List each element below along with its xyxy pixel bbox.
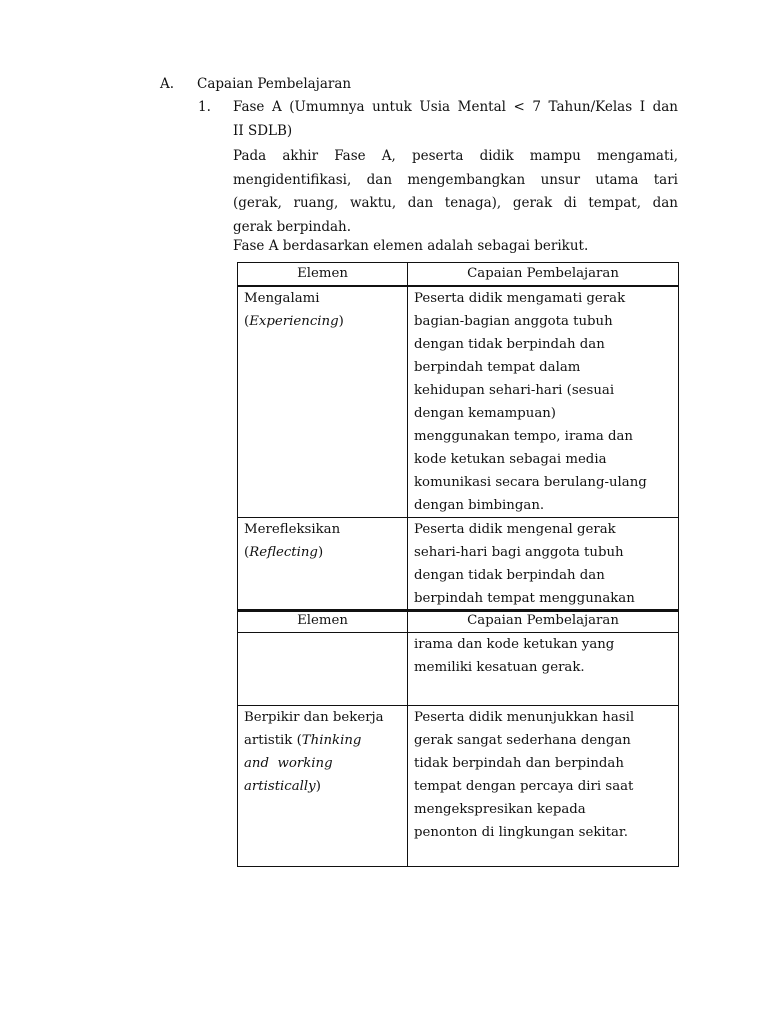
- capaian-line: kode ketukan sebagai media: [414, 452, 607, 467]
- table-header-row: [238, 610, 679, 633]
- table-header-row: [238, 263, 679, 287]
- header-capaian: Capaian Pembelajaran: [408, 610, 679, 633]
- paragraph-line: gerak berpindah.: [233, 218, 352, 235]
- capaian-line: gerak sangat sederhana dengan: [414, 733, 631, 748]
- capaian-line: sehari-hari bagi anggota tubuh: [414, 545, 624, 560]
- capaian-line: irama dan kode ketukan yang: [414, 637, 615, 652]
- capaian-line: menggunakan tempo, irama dan: [414, 429, 633, 444]
- paragraph-line: Pada akhir Fase A, peserta didik mampu mengamati,: [233, 148, 678, 164]
- capaian-line: Peserta didik mengenal gerak: [414, 522, 616, 537]
- elemen-name: Berpikir dan bekerja: [244, 710, 384, 725]
- capaian-line: penonton di lingkungan sekitar.: [414, 825, 629, 840]
- table-row: [238, 286, 679, 518]
- capaian-line: tidak berpindah dan berpindah: [414, 756, 624, 771]
- capaian-line: dengan tidak berpindah dan: [414, 337, 605, 352]
- capaian-line: dengan bimbingan.: [414, 498, 545, 513]
- capaian-line: dengan kemampuan): [414, 406, 557, 421]
- description-paragraph: [233, 145, 678, 239]
- elemen-english: artistically): [244, 779, 321, 794]
- capaian-line: kehidupan sehari-hari (sesuai: [414, 383, 615, 398]
- item-title-line1: Fase A (Umumnya untuk Usia Mental < 7 Tahun/Kelas I dan: [233, 99, 678, 115]
- intro-sentence: Fase A berdasarkan elemen adalah sebagai berikut.: [233, 238, 589, 254]
- elemen-english: artistik (Thinking: [244, 733, 362, 748]
- elemen-cell: [238, 518, 408, 612]
- capaian-line: memiliki kesatuan gerak.: [414, 660, 585, 675]
- capaian-line: berpindah tempat menggunakan: [414, 591, 635, 606]
- capaian-cell: [408, 633, 679, 706]
- achievement-table-2: [237, 609, 679, 867]
- capaian-line: mengekspresikan kepada: [414, 802, 586, 817]
- capaian-line: dengan tidak berpindah dan: [414, 568, 605, 583]
- table-row: [238, 706, 679, 867]
- capaian-line: berpindah tempat dalam: [414, 360, 581, 375]
- capaian-line: Peserta didik mengamati gerak: [414, 291, 626, 306]
- paragraph-line: mengidentifikasi, dan mengembangkan unsur utama tari: [233, 171, 678, 188]
- capaian-cell: [408, 706, 679, 867]
- achievement-table-1: [237, 262, 679, 612]
- elemen-cell: [238, 286, 408, 518]
- item-title-line2: II SDLB): [233, 123, 293, 139]
- section-title: Capaian Pembelajaran: [197, 76, 352, 92]
- elemen-english: (Experiencing): [244, 314, 344, 329]
- elemen-english: (Reflecting): [244, 545, 324, 560]
- elemen-cell: [238, 633, 408, 706]
- capaian-cell: [408, 286, 679, 518]
- elemen-cell: [238, 706, 408, 867]
- item-number: 1.: [198, 99, 211, 115]
- capaian-line: tempat dengan percaya diri saat: [414, 779, 634, 794]
- capaian-line: bagian-bagian anggota tubuh: [414, 314, 613, 329]
- header-elemen: Elemen: [238, 610, 408, 633]
- capaian-line: komunikasi secara berulang-ulang: [414, 475, 647, 490]
- elemen-name: Mengalami: [244, 291, 320, 306]
- elemen-name: Merefleksikan: [244, 522, 341, 537]
- header-elemen: Elemen: [238, 263, 408, 287]
- table-row: [238, 518, 679, 612]
- capaian-line: Peserta didik menunjukkan hasil: [414, 710, 635, 725]
- table-row: [238, 633, 679, 706]
- header-capaian: Capaian Pembelajaran: [408, 263, 679, 287]
- paragraph-line: (gerak, ruang, waktu, dan tenaga), gerak di tempat, dan: [233, 195, 678, 211]
- elemen-english: and working: [244, 756, 333, 771]
- section-marker: A.: [160, 76, 175, 92]
- capaian-cell: [408, 518, 679, 612]
